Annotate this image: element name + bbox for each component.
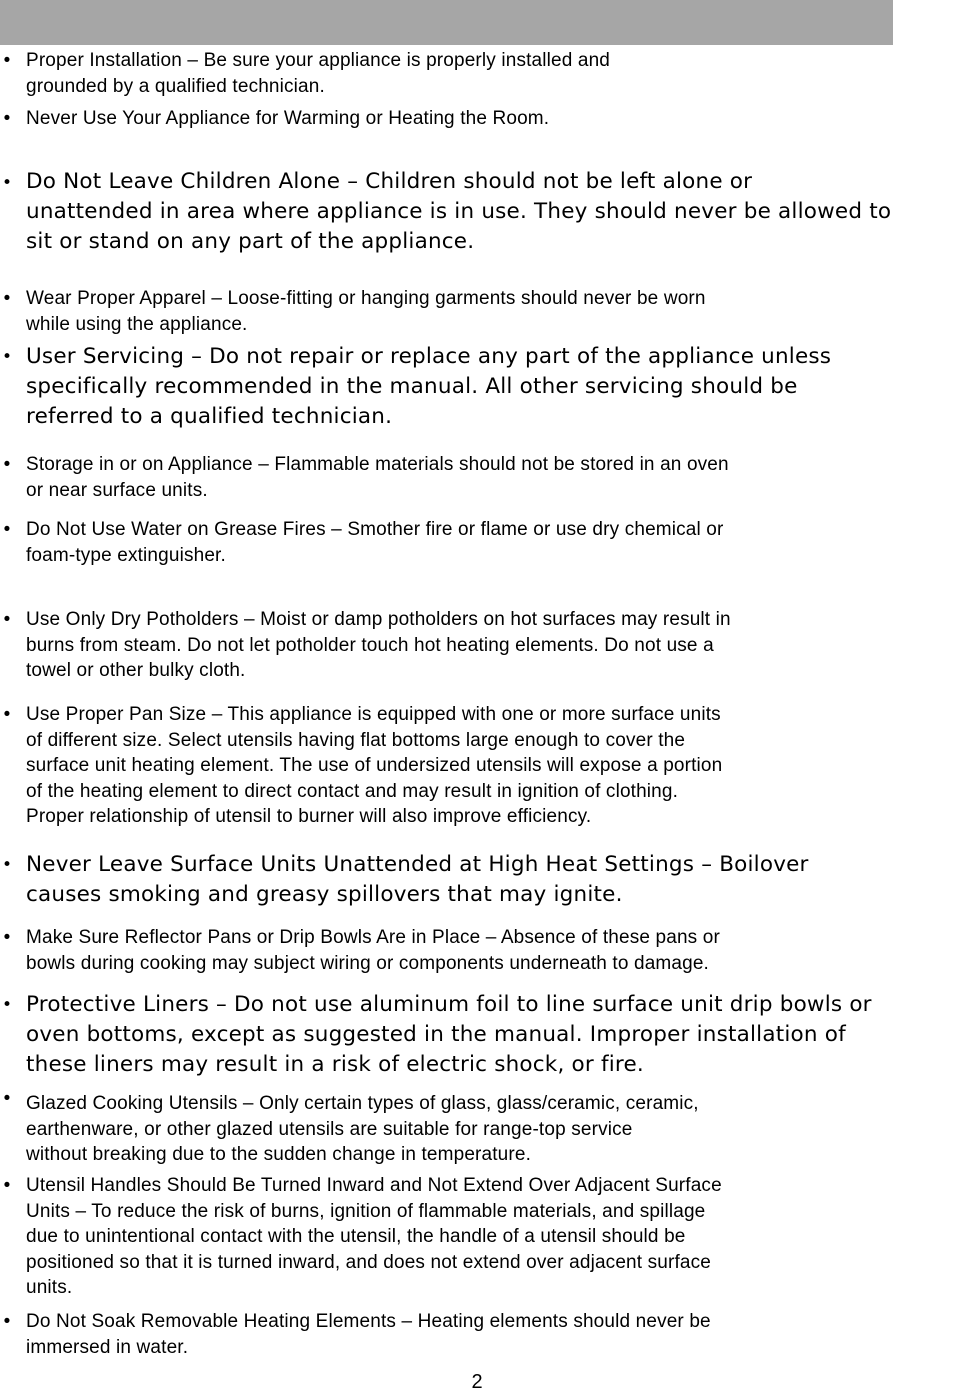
text-line: Wear Proper Apparel – Loose-fitting or hanging garments should never be worn <box>26 288 706 309</box>
bullet-icon: • <box>3 927 11 948</box>
list-item-text <box>26 342 831 432</box>
text-line: Use Proper Pan Size – This appliance is equipped with one or more surface units <box>26 704 721 725</box>
list-item-text <box>26 1091 699 1168</box>
bullet-icon: • <box>3 519 11 540</box>
text-line: Proper Installation – Be sure your appliance is properly installed and <box>26 50 610 71</box>
text-line: grounded by a qualified technician. <box>26 75 325 97</box>
text-line: Never Use Your Appliance for Warming or Heating the Room. <box>26 108 550 129</box>
text-line: burns from steam. Do not let potholder touch hot heating elements. Do not use a <box>26 634 714 656</box>
text-line: without breaking due to the sudden change in temperature. <box>26 1144 531 1165</box>
bullet-icon: • <box>3 609 11 630</box>
bullet-icon: • <box>3 288 11 309</box>
text-line: of the heating element to direct contact and may result in ignition of clothing. <box>26 780 679 802</box>
text-line: Do Not Leave Children Alone – Children should not be left alone or <box>26 169 753 194</box>
text-line: User Servicing – Do not repair or replace any part of the appliance unless <box>26 344 832 369</box>
text-line: Do Not Use Water on Grease Fires – Smother fire or flame or use dry chemical or <box>26 519 724 540</box>
list-item-text <box>26 452 729 503</box>
text-line: Storage in or on Appliance – Flammable materials should not be stored in an oven <box>26 454 729 475</box>
bullet-icon: • <box>3 1175 11 1196</box>
text-line: earthenware, or other glazed utensils are suitable for range-top service <box>26 1118 633 1140</box>
list-item-text <box>26 1173 722 1301</box>
bullet-icon: • <box>3 1088 11 1109</box>
text-line: due to unintentional contact with the utensil, the handle of a utensil should be <box>26 1226 686 1247</box>
list-item-text <box>26 48 610 99</box>
text-line: Utensil Handles Should Be Turned Inward and Not Extend Over Adjacent Surface <box>26 1175 722 1196</box>
text-line: sit or stand on any part of the appliance. <box>26 229 475 254</box>
text-line: Make Sure Reflector Pans or Drip Bowls Are in Place – Absence of these pans or <box>26 927 720 948</box>
text-line: bowls during cooking may subject wiring or components underneath to damage. <box>26 952 709 974</box>
text-line: Units – To reduce the risk of burns, ignition of flammable materials, and spillage <box>26 1200 706 1222</box>
text-line: of different size. Select utensils having flat bottoms large enough to cover the <box>26 729 686 751</box>
header-bar <box>0 0 893 45</box>
text-line: while using the appliance. <box>26 313 248 335</box>
text-line: or near surface units. <box>26 479 208 501</box>
bullet-icon: • <box>3 704 11 725</box>
bullet-icon: • <box>3 50 11 71</box>
text-line: immersed in water. <box>26 1336 189 1358</box>
text-line: positioned so that it is turned inward, and does not extend over adjacent surface <box>26 1251 711 1273</box>
text-line: Use Only Dry Potholders – Moist or damp potholders on hot surfaces may result in <box>26 609 731 630</box>
list-item-text <box>26 106 549 132</box>
bullet-icon: • <box>3 454 11 475</box>
text-line: Do Not Soak Removable Heating Elements – Heating elements should never be <box>26 1311 711 1332</box>
text-line: foam-type extinguisher. <box>26 544 226 566</box>
page-number: 2 <box>471 1371 483 1393</box>
text-line: Glazed Cooking Utensils – Only certain types of glass, glass/ceramic, ceramic, <box>26 1093 699 1114</box>
bullet-icon: • <box>2 347 13 367</box>
list-item-text <box>26 850 809 910</box>
text-line: Protective Liners – Do not use aluminum foil to line surface unit drip bowls or <box>26 992 872 1017</box>
list-item-text <box>26 167 891 257</box>
list-item-text <box>26 925 720 976</box>
text-line: oven bottoms, except as suggested in the manual. Improper installation of <box>26 1022 846 1047</box>
list-item-text <box>26 517 724 568</box>
text-line: unattended in area where appliance is in use. They should never be allowed to <box>26 199 892 224</box>
text-line: referred to a qualified technician. <box>26 404 393 429</box>
text-line: specifically recommended in the manual. All other servicing should be <box>26 374 798 399</box>
text-line: towel or other bulky cloth. <box>26 660 246 681</box>
bullet-icon: • <box>2 995 13 1015</box>
list-item-text <box>26 607 731 684</box>
text-line: these liners may result in a risk of electric shock, or fire. <box>26 1052 644 1077</box>
bullet-icon: • <box>2 855 13 875</box>
list-item-text <box>26 286 706 337</box>
text-line: surface unit heating element. The use of undersized utensils will expose a portion <box>26 755 723 776</box>
text-line: causes smoking and greasy spillovers that may ignite. <box>26 882 623 907</box>
text-line: units. <box>26 1277 73 1298</box>
list-item-text <box>26 702 722 830</box>
bullet-icon: • <box>3 1311 11 1332</box>
bullet-icon: • <box>2 173 13 193</box>
text-line: Never Leave Surface Units Unattended at High Heat Settings – Boilover <box>26 852 809 877</box>
list-item-text <box>26 990 872 1080</box>
bullet-icon: • <box>3 108 11 129</box>
list-item-text <box>26 1309 711 1360</box>
text-line: Proper relationship of utensil to burner will also improve efficiency. <box>26 806 592 827</box>
